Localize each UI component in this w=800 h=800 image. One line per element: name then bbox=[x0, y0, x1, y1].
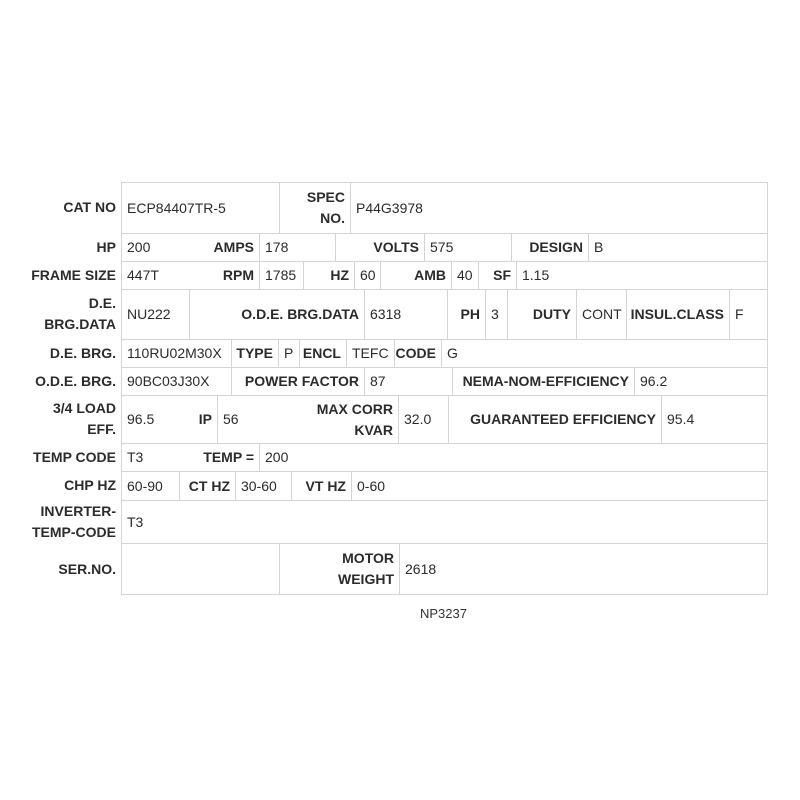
de-brg-data-label-line2: BRG.DATA bbox=[44, 316, 116, 332]
motor-weight-value: 2618 bbox=[399, 543, 768, 595]
type-value: P bbox=[278, 339, 299, 367]
frame-size-label: FRAME SIZE bbox=[31, 266, 116, 283]
row-load-eff bbox=[22, 395, 768, 443]
temp-value: 200 bbox=[259, 443, 768, 471]
de-brg-data-label-line1: D.E. bbox=[88, 295, 116, 311]
sf-label: SF bbox=[478, 261, 516, 289]
spec-no-label-line2: NO. bbox=[320, 210, 345, 226]
ode-brg-value: 90BC03J30X bbox=[121, 367, 231, 395]
ser-no-value bbox=[121, 543, 279, 595]
three-quarter-load-eff-label bbox=[22, 395, 121, 443]
inverter-temp-code-label-line1: INVERTER- bbox=[40, 502, 116, 519]
three-quarter-load-eff-label-line1: 3/4 LOAD bbox=[52, 400, 116, 416]
ip-value: 56 bbox=[217, 395, 281, 443]
inverter-temp-code-label bbox=[22, 500, 121, 543]
inverter-temp-code-value: T3 bbox=[121, 500, 768, 543]
duty-label: DUTY bbox=[507, 289, 576, 339]
spec-no-label-line1: SPEC bbox=[306, 189, 345, 205]
hz-label: HZ bbox=[303, 261, 354, 289]
design-label: DESIGN bbox=[511, 233, 588, 261]
insul-class-value: F bbox=[729, 289, 768, 339]
guaranteed-efficiency-label: GUARANTEED EFFICIENCY bbox=[448, 395, 661, 443]
three-quarter-load-eff-value: 96.5 bbox=[121, 395, 167, 443]
ip-label: IP bbox=[167, 395, 217, 443]
ph-label: PH bbox=[447, 289, 485, 339]
ph-value: 3 bbox=[485, 289, 507, 339]
rpm-label: RPM bbox=[167, 261, 259, 289]
row-brg-data bbox=[22, 289, 768, 339]
temp-label: TEMP = bbox=[179, 443, 259, 471]
row-hz-ranges bbox=[22, 471, 768, 500]
spec-no-label bbox=[279, 182, 350, 233]
inverter-temp-code-label-line2: TEMP-CODE bbox=[32, 523, 116, 540]
rpm-value: 1785 bbox=[259, 261, 303, 289]
ode-brg-data-value: 6318 bbox=[364, 289, 447, 339]
volts-label: VOLTS bbox=[335, 233, 424, 261]
motor-weight-label-line2: WEIGHT bbox=[338, 571, 394, 587]
temp-code-value: T3 bbox=[121, 443, 179, 471]
row-de-brg bbox=[22, 339, 768, 367]
power-factor-label: POWER FACTOR bbox=[231, 367, 364, 395]
power-factor-value: 87 bbox=[364, 367, 452, 395]
row-ode-brg bbox=[22, 367, 768, 395]
max-corr-kvar-label-line1: MAX CORR bbox=[316, 400, 393, 417]
type-label: TYPE bbox=[231, 339, 278, 367]
encl-label: ENCL bbox=[299, 339, 346, 367]
de-brg-label: D.E. BRG. bbox=[49, 344, 116, 361]
code-value: G bbox=[441, 339, 768, 367]
amb-value: 40 bbox=[451, 261, 478, 289]
hp-value: 200 bbox=[121, 233, 179, 261]
chp-hz-value: 60-90 bbox=[121, 471, 179, 500]
ode-brg-label: O.D.E. BRG. bbox=[35, 372, 116, 389]
cat-no-value: ECP84407TR-5 bbox=[121, 182, 279, 233]
amps-value: 178 bbox=[259, 233, 335, 261]
vt-hz-value: 0-60 bbox=[351, 471, 768, 500]
duty-value: CONT bbox=[576, 289, 626, 339]
chp-hz-label: CHP HZ bbox=[64, 477, 116, 493]
row-frame bbox=[22, 261, 768, 289]
code-label: CODE bbox=[394, 339, 441, 367]
design-value: B bbox=[588, 233, 768, 261]
row-temp-code bbox=[22, 443, 768, 471]
de-brg-value: 110RU02M30X bbox=[121, 339, 231, 367]
de-brg-data-label bbox=[22, 289, 121, 339]
row-cat-spec bbox=[22, 182, 768, 233]
temp-code-label: TEMP CODE bbox=[33, 448, 116, 465]
de-brg-data-value: NU222 bbox=[121, 289, 189, 339]
max-corr-kvar-label bbox=[281, 395, 398, 443]
motor-weight-label-line1: MOTOR bbox=[342, 550, 394, 566]
frame-size-value: 447T bbox=[121, 261, 167, 289]
cat-no-label: CAT NO bbox=[63, 199, 116, 215]
guaranteed-efficiency-value: 95.4 bbox=[661, 395, 768, 443]
ct-hz-label: CT HZ bbox=[179, 471, 235, 500]
nema-nom-efficiency-label: NEMA-NOM-EFFICIENCY bbox=[452, 367, 634, 395]
encl-value: TEFC bbox=[346, 339, 394, 367]
motor-nameplate-table bbox=[22, 182, 768, 595]
sf-value: 1.15 bbox=[516, 261, 768, 289]
spec-no-value: P44G3978 bbox=[350, 182, 768, 233]
max-corr-kvar-value: 32.0 bbox=[398, 395, 448, 443]
motor-weight-label bbox=[279, 543, 399, 595]
ser-no-label: SER.NO. bbox=[58, 560, 116, 577]
nema-nom-efficiency-value: 96.2 bbox=[634, 367, 768, 395]
hp-label: HP bbox=[96, 238, 116, 255]
insul-class-label: INSUL.CLASS bbox=[626, 289, 729, 339]
ode-brg-data-label: O.D.E. BRG.DATA bbox=[189, 289, 364, 339]
ct-hz-value: 30-60 bbox=[235, 471, 291, 500]
max-corr-kvar-label-line2: KVAR bbox=[354, 421, 393, 438]
amb-label: AMB bbox=[380, 261, 451, 289]
hz-value: 60 bbox=[354, 261, 380, 289]
row-inverter-temp-code bbox=[22, 500, 768, 543]
vt-hz-label: VT HZ bbox=[291, 471, 351, 500]
row-hp bbox=[22, 233, 768, 261]
footer-code: NP3237 bbox=[420, 606, 467, 621]
row-serial-weight bbox=[22, 543, 768, 595]
three-quarter-load-eff-label-line2: EFF. bbox=[87, 421, 116, 437]
amps-label: AMPS bbox=[179, 233, 259, 261]
volts-value: 575 bbox=[424, 233, 511, 261]
